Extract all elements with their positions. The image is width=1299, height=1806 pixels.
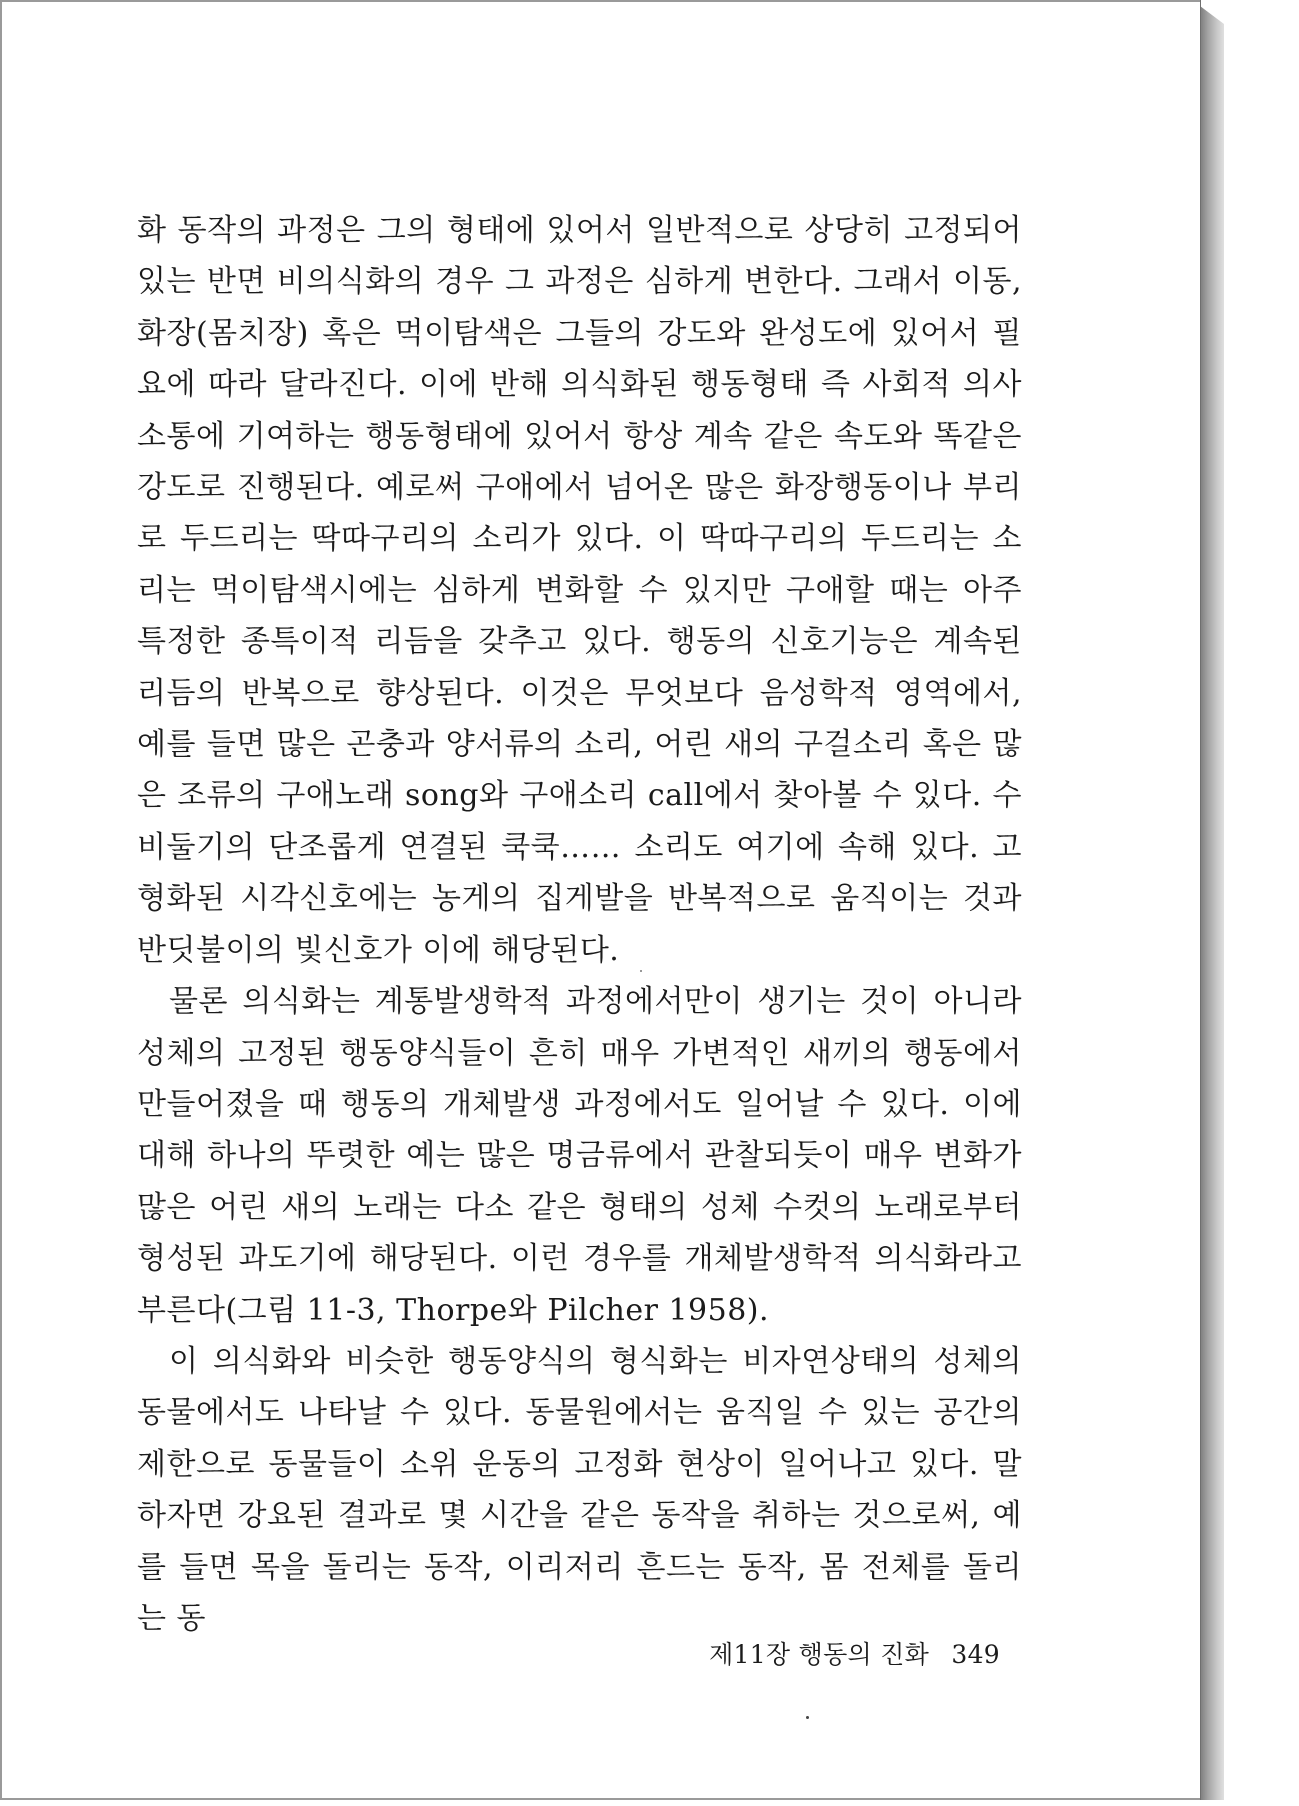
paragraph-1: 화 동작의 과정은 그의 형태에 있어서 일반적으로 상당히 고정되어 있는 반면 비의식화의 경우 그 과정은 심하게 변한다. 그래서 이동, 화장(몸치장) 혹은 먹이탐색은 그들의 강도와 완성도에 있어서 필요에 따라 달라진다. 이에 반해 의식화된 행동형태 즉 사회적 의사소통에 기여하는 행동형태에 있어서 항상 계속 같은 속도와 똑같은 강도로 진행된다. 예로써 구애에서 넘어온 많은 화장행동이나 부리로 두드리는 딱따구리의 소리가 있다. 이 딱따구리의 두드리는 소리는 먹이탐색시에는 심하게 변화할 수 있지만 구애할 때는 아주 특정한 종특이적 리듬을 갖추고 있다. 행동의 신호기능은 계속된 리듬의 반복으로 향상된다. 이것은 무엇보다 음성학적 영역에서, 예를 들면 많은 곤충과 양서류의 소리, 어린 새의 구걸소리 혹은 많은 조류의 구애노래 song와 구애소리 call에서 찾아볼 수 있다. 수비둘기의 단조롭게 연결된 쿡쿡…… 소리도 여기에 속해 있다. 고형화된 시각신호에는 농게의 집게발을 반복적으로 움직이는 것과 반딧불이의 빛신호가 이에 해당된다. [137,213,1022,968]
paragraph-3: 이 의식화와 비슷한 행동양식의 형식화는 비자연상태의 성체의 동물에서도 나타날 수 있다. 동물원에서는 움직일 수 있는 공간의 제한으로 동물들이 소위 운동의 고정화 현상이 일어나고 있다. 말하자면 강요된 결과로 몇 시간을 같은 동작을 취하는 것으로써, 예를 들면 목을 돌리는 동작, 이리저리 흔드는 동작, 몸 전체를 돌리는 동 [137,1343,1022,1636]
scan-speck [640,970,642,972]
page-edge-shadow [1200,6,1224,1800]
running-head: 제11장 행동의 진화 [709,1640,930,1669]
page-footer [700,1635,1000,1671]
paragraph-2: 물론 의식화는 계통발생학적 과정에서만이 생기는 것이 아니라 성체의 고정된 행동양식들이 흔히 매우 가변적인 새끼의 행동에서 만들어졌을 때 행동의 개체발생 과정에서도 일어날 수 있다. 이에 대해 하나의 뚜렷한 예는 많은 명금류에서 관찰되듯이 매우 변화가 많은 어린 새의 노래는 다소 같은 형태의 성체 수컷의 노래로부터 형성된 과도기에 해당된다. 이런 경우를 개체발생학적 의식화라고 부른다(그림 11-3, Thorpe와 Pilcher 1958). [137,984,1022,1328]
page-number: 349 [951,1640,1000,1669]
scan-speck [806,1716,809,1719]
body-text [137,205,1022,1644]
